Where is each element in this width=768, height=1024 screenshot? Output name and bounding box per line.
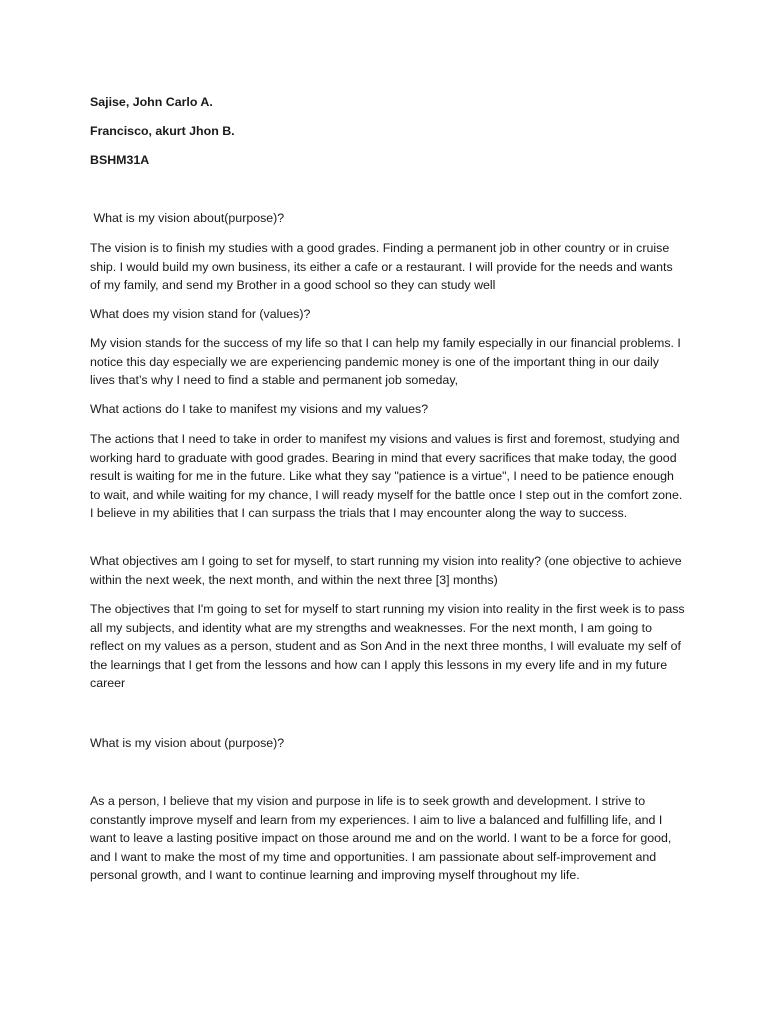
question-2: What does my vision stand for (values)?	[90, 307, 311, 321]
question-4: What objectives am I going to set for myself, to start running my vision into reality? (one objective to achieve within the next week, the next month, and within the next three [3] months)	[90, 554, 682, 587]
section-code: BSHM31A	[90, 153, 150, 167]
student-name-2: Francisco, akurt Jhon B.	[90, 124, 235, 138]
answer-5: As a person, I believe that my vision and purpose in life is to seek growth and development. I strive to constantly improve myself and learn from my experiences. I aim to live a balanced and fulfilling life, and I want to leave a lasting positive impact on those around me and on the world. I want to be a force for good, and I want to make the most of my time and opportunities. I am passionate about self-improvement and personal growth, and I want to continue learning and improving myself throughout my life.	[90, 794, 672, 882]
answer-1: The vision is to finish my studies with a good grades. Finding a permanent job in other country or in cruise ship. I would build my own business, its either a cafe or a restaurant. I will provide for the needs and wants of my family, and send my Brother in a good school so they can study well	[90, 241, 673, 292]
question-3: What actions do I take to manifest my visions and my values?	[90, 402, 429, 416]
question-5: What is my vision about (purpose)?	[90, 736, 285, 750]
answer-4: The objectives that I'm going to set for myself to start running my vision into reality in the first week is to pass all my subjects, and identity what are my strengths and weaknesses. For the next month, I am going to reflect on my values as a person, student and as Son And in the next three months, I will evaluate my self of the learnings that I get from the lessons and how can I apply this lessons in my every life and in my future career	[90, 602, 685, 690]
question-1: What is my vision about(purpose)?	[90, 211, 285, 225]
answer-3: The actions that I need to take in order to manifest my visions and values is first and foremost, studying and working hard to graduate with good grades. Bearing in mind that every sacrifices that make today, the good result is waiting for me in the future. Like what they say "patience is a virtue", I need to be patience enough to wait, and while waiting for my chance, I will ready myself for the battle once I step out in the comfort zone. I believe in my abilities that I can surpass the trials that I may encounter along the way to success.	[90, 432, 683, 520]
student-name-1: Sajise, John Carlo A.	[90, 95, 213, 109]
answer-2: My vision stands for the success of my life so that I can help my family especially in our financial problems. I notice this day especially we are experiencing pandemic money is one of the important thing in our daily lives that’s why I need to find a stable and permanent job someday,	[90, 336, 681, 387]
